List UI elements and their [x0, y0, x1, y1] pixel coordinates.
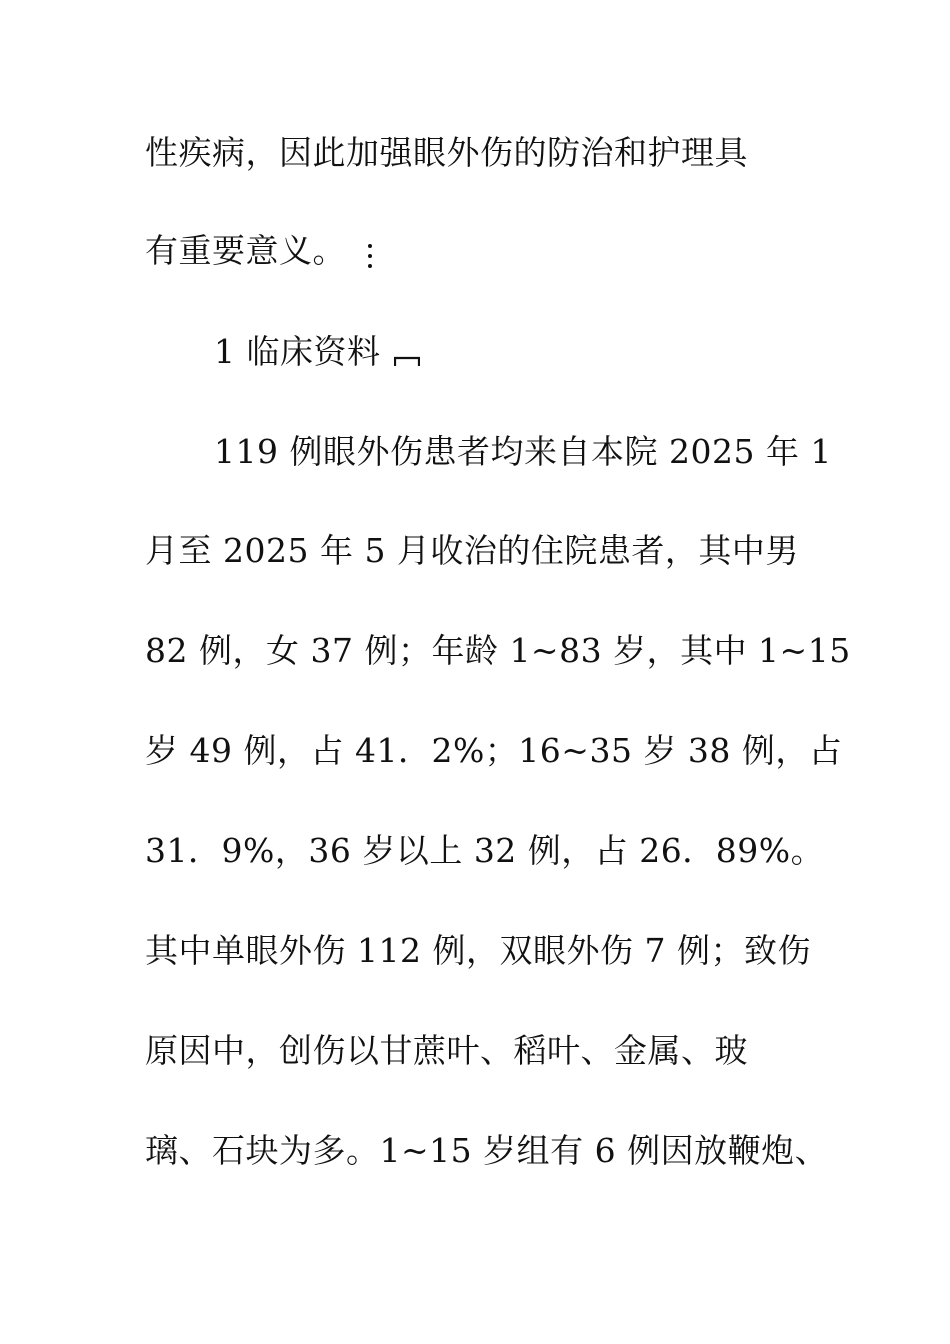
- paragraph-line: 性疾病，因此加强眼外伤的防治和护理具: [145, 133, 748, 172]
- paragraph-line: 璃、石块为多。1~15 岁组有 6 例因放鞭炮、: [145, 1131, 829, 1170]
- paragraph-line: 31．9%，36 岁以上 32 例，占 26．89%。: [145, 831, 825, 870]
- paragraph-line: 月至 2025 年 5 月收治的住院患者，其中男: [145, 531, 799, 570]
- paragraph-line: 有重要意义。: [145, 231, 346, 270]
- vertical-ellipsis-mark: [366, 244, 374, 270]
- paragraph-line: 岁 49 例，占 41．2%；16~35 岁 38 例，占: [145, 731, 843, 770]
- paragraph-line: 原因中，创伤以甘蔗叶、稻叶、金属、玻: [145, 1031, 748, 1070]
- bracket-mark: [394, 355, 420, 367]
- paragraph-line: 82 例，女 37 例；年龄 1~83 岁，其中 1~15: [145, 631, 851, 670]
- section-heading: 1 临床资料: [214, 332, 381, 371]
- paragraph-line: 119 例眼外伤患者均来自本院 2025 年 1: [214, 432, 832, 471]
- paragraph-line: 其中单眼外伤 112 例，双眼外伤 7 例；致伤: [145, 931, 811, 970]
